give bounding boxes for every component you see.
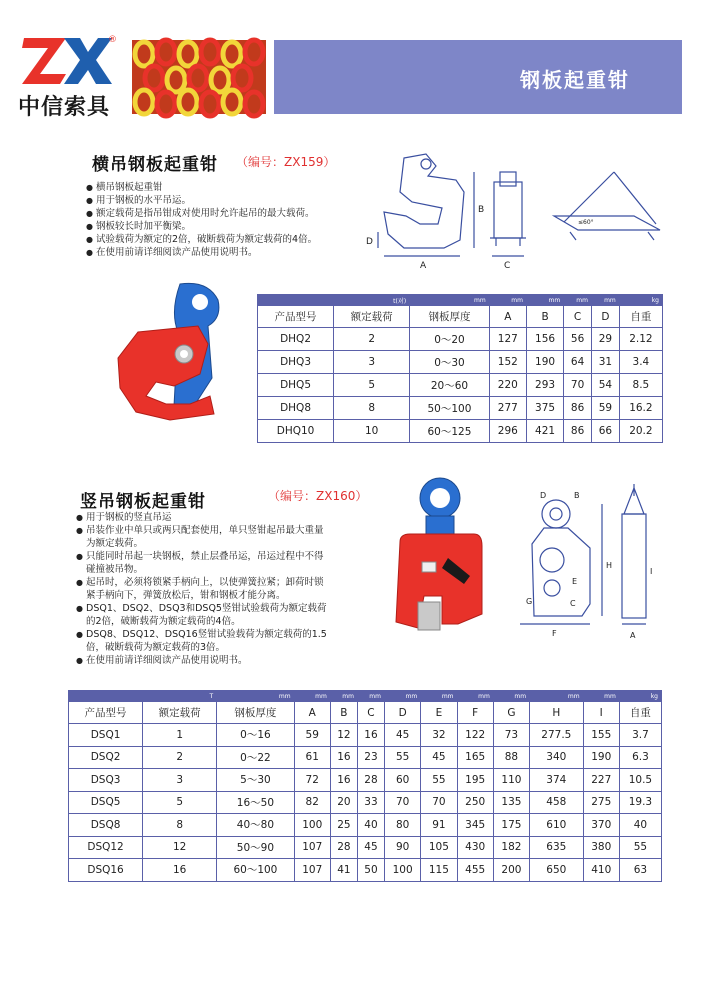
table-header-row-cell: 钢板厚度 [217,702,294,724]
table-row [69,791,662,814]
bullet-item: ● 钢板较长时加平衡梁。 [86,220,376,233]
table-row-cell: 45 [357,836,384,859]
table-row-cell: 0～22 [217,746,294,769]
table-row-cell: 277 [489,397,526,420]
dim-label-g: G [526,597,533,606]
section2-title: 竖吊钢板起重钳 [80,492,206,512]
table-units-row-cell: kg [619,295,662,306]
table-row-cell: 100 [385,859,421,882]
bullet-item: ● 起吊时，必须将锁紧手柄向上，以使弹簧拉紧；卸荷时锁紧手柄向下，弹簧放松后，钳和钢板才能分离。 [76,576,332,602]
table-row [258,397,663,420]
angle-label: ≤60° [578,219,594,226]
table-row [258,351,663,374]
table-row-cell: 45 [421,746,457,769]
table-units-row-cell: mm [493,691,529,702]
table-row-cell: DSQ3 [69,769,143,792]
table-row-cell: 190 [583,746,619,769]
table-row-cell: 220 [489,374,526,397]
bullet-item: ● 试验载荷为额定的2倍，破断载荷为额定载荷的4倍。 [86,233,376,246]
table-row-cell: 135 [493,791,529,814]
table-row-cell: 455 [457,859,493,882]
chain-photo [132,40,266,114]
table-header-row-cell: 额定载荷 [334,306,410,328]
table-row-cell: DHQ10 [258,420,334,443]
dim-label-i: I [650,567,653,576]
table-row-cell: 90 [385,836,421,859]
table-row-cell: 182 [493,836,529,859]
table-row-cell: DHQ2 [258,328,334,351]
table-header-row-cell: 自重 [619,306,662,328]
table-row-cell: 91 [421,814,457,837]
table-header-row-cell: B [330,702,357,724]
table-row-cell: 107 [294,859,330,882]
table-row-cell: 227 [583,769,619,792]
table-row-cell: 66 [591,420,619,443]
table-row-cell: 8 [334,397,410,420]
table-row-cell: 12 [143,836,217,859]
table-header-row-cell: D [385,702,421,724]
table-row-cell: 59 [591,397,619,420]
table-row-cell: 410 [583,859,619,882]
table-row-cell: 0～16 [217,724,294,747]
table-header-row-cell: 额定载荷 [143,702,217,724]
table-row-cell: 2 [334,328,410,351]
table-row-cell: 195 [457,769,493,792]
table-units-row [258,295,663,306]
table-row-cell: 340 [530,746,584,769]
dim-label-d: D [540,491,547,500]
table-row-cell: 40～80 [217,814,294,837]
table-row-cell: 63 [619,859,661,882]
bullet-item: ● DSQ8、DSQ12、DSQ16竖钳试验载荷为额定载荷的1.5倍，破断载荷为额定载荷的3倍。 [76,628,332,654]
table-row-cell: 5～30 [217,769,294,792]
table-row-cell: 20～60 [410,374,489,397]
section1-title: 横吊钢板起重钳 [92,155,218,175]
dim-label-a: A [420,261,427,271]
table-header-row-cell: 自重 [619,702,661,724]
section2-code: （编号：ZX160） [268,489,368,503]
table-units-row-cell: t(对) [334,295,410,306]
table-header-row [258,306,663,328]
table-row-cell: DSQ8 [69,814,143,837]
table-row-cell: 345 [457,814,493,837]
bullet-item: ● 横吊钢板起重钳 [86,181,376,194]
table-row-cell: 5 [334,374,410,397]
table-row-cell: 380 [583,836,619,859]
table-row-cell: 60 [385,769,421,792]
table-row-cell: 40 [619,814,661,837]
table-row-cell: 3.7 [619,724,661,747]
table-row-cell: 70 [421,791,457,814]
table-row-cell: 250 [457,791,493,814]
table-units-row-cell: mm [357,691,384,702]
table-row-cell: 41 [330,859,357,882]
table-row-cell: 155 [583,724,619,747]
section2-bullets [76,511,332,667]
table-row-cell: 293 [526,374,563,397]
table-row-cell: 458 [530,791,584,814]
dim-label-b: B [574,491,580,500]
table-units-row-cell: kg [619,691,661,702]
table-row [258,328,663,351]
registered-mark: ® [108,35,117,45]
table-row-cell: 610 [530,814,584,837]
table-row-cell: 20.2 [619,420,662,443]
table-row-cell: 296 [489,420,526,443]
table-row-cell: 33 [357,791,384,814]
bullet-item: ● 吊装作业中单只或两只配套使用，单只竖钳起吊最大重量为额定载荷。 [76,524,332,550]
table-row-cell: 3 [143,769,217,792]
header-band [274,40,682,114]
table-row-cell: 72 [294,769,330,792]
bullet-item: ● 用于钢板的竖直吊运 [76,511,332,524]
table-row-cell: 82 [294,791,330,814]
bullet-item: ● 只能同时吊起一块钢板，禁止层叠吊运，吊运过程中不得碰撞被吊物。 [76,550,332,576]
table-row-cell: DSQ2 [69,746,143,769]
table-header-row-cell: C [357,702,384,724]
brand-logo [16,32,126,120]
table-row-cell: 277.5 [530,724,584,747]
table-header-row-cell: D [591,306,619,328]
table-units-row-cell: mm [330,691,357,702]
table-row-cell: 55 [385,746,421,769]
table-row-cell: 110 [493,769,529,792]
table-row-cell: 50～100 [410,397,489,420]
table-row-cell: 56 [564,328,592,351]
table-header-row-cell: 产品型号 [258,306,334,328]
dhq-spec-table [257,294,663,443]
dim-label-b: B [478,205,485,215]
bullet-item: ● 额定载荷是指吊钳成对使用时允许起吊的最大载荷。 [86,207,376,220]
horizontal-clamp-drawing [364,152,664,272]
table-row-cell: 650 [530,859,584,882]
table-units-row-cell: mm [489,295,526,306]
table-row-cell: 1 [143,724,217,747]
dim-label-h: H [606,561,613,570]
table-row-cell: 175 [493,814,529,837]
table-header-row-cell: H [530,702,584,724]
table-header-row-cell: 钢板厚度 [410,306,489,328]
table-row-cell: 2.12 [619,328,662,351]
table-row-cell: DSQ5 [69,791,143,814]
table-row-cell: 375 [526,397,563,420]
dim-label-f: F [552,629,557,638]
table-row-cell: 32 [421,724,457,747]
table-units-row-cell: mm [294,691,330,702]
table-row-cell: 190 [526,351,563,374]
table-row-cell: 275 [583,791,619,814]
table-row-cell: DSQ1 [69,724,143,747]
table-row-cell: 421 [526,420,563,443]
table-row-cell: 12 [330,724,357,747]
table-header-row-cell: 产品型号 [69,702,143,724]
table-row-cell: 16.2 [619,397,662,420]
table-header-row-cell: B [526,306,563,328]
dim-label-c: C [570,599,576,608]
bullet-item: ● DSQ1、DSQ2、DSQ3和DSQ5竖钳试验载荷为额定载荷的2倍，破断载荷为额定载荷的4倍。 [76,602,332,628]
table-row-cell: 370 [583,814,619,837]
table-header-row-cell: G [493,702,529,724]
table-row-cell: 0～20 [410,328,489,351]
vertical-clamp-photo [378,476,498,651]
table-units-row-cell: mm [410,295,489,306]
table-header-row-cell: A [489,306,526,328]
table-row-cell: DSQ12 [69,836,143,859]
table-header-row-cell: A [294,702,330,724]
table-row-cell: 122 [457,724,493,747]
table-row-cell: 20 [330,791,357,814]
table-header-row [69,702,662,724]
table-row-cell: DHQ3 [258,351,334,374]
table-row-cell: 80 [385,814,421,837]
table-row-cell: 88 [493,746,529,769]
table-row-cell: DSQ16 [69,859,143,882]
table-row-cell: 635 [530,836,584,859]
table-row [258,374,663,397]
table-row-cell: 0～30 [410,351,489,374]
table-row-cell: 430 [457,836,493,859]
table-row-cell: 19.3 [619,791,661,814]
zx-logo-mark [20,32,116,88]
table-row-cell: 86 [564,420,592,443]
table-units-row-cell: mm [457,691,493,702]
table-units-row-cell: mm [583,691,619,702]
horizontal-clamp-photo [100,278,250,428]
table-row-cell: 73 [493,724,529,747]
table-row-cell: 28 [357,769,384,792]
table-row-cell: 10 [334,420,410,443]
table-row [69,814,662,837]
brand-name: 中信索具 [18,95,111,120]
table-row-cell: 86 [564,397,592,420]
table-row-cell: 152 [489,351,526,374]
table-units-row-cell: mm [217,691,294,702]
table-row-cell: 165 [457,746,493,769]
vertical-clamp-drawing [512,484,672,644]
bullet-item: ● 用于钢板的水平吊运。 [86,194,376,207]
bullet-item: ● 在使用前请详细阅读产品使用说明书。 [86,246,376,259]
table-row-cell: 23 [357,746,384,769]
dim-label-e: E [572,577,578,586]
table-row-cell: 70 [564,374,592,397]
table-row-cell: 45 [385,724,421,747]
table-row-cell: 127 [489,328,526,351]
bullet-item: ● 在使用前请详细阅读产品使用说明书。 [76,654,332,667]
table-row-cell: 107 [294,836,330,859]
table-row-cell: 59 [294,724,330,747]
table-row-cell: 25 [330,814,357,837]
table-row-cell: 10.5 [619,769,661,792]
table-units-row [69,691,662,702]
table-row-cell: 29 [591,328,619,351]
table-row-cell: 5 [143,791,217,814]
table-row-cell: 16 [143,859,217,882]
table-row-cell: 54 [591,374,619,397]
table-row-cell: 50 [357,859,384,882]
table-units-row-cell: mm [564,295,592,306]
dim-label-c: C [504,261,511,271]
table-row-cell: 156 [526,328,563,351]
table-units-row-cell [258,295,334,306]
table-row-cell: 70 [385,791,421,814]
table-row-cell: 6.3 [619,746,661,769]
table-row-cell: 100 [294,814,330,837]
table-row-cell: 55 [421,769,457,792]
page-title: 钢板起重钳 [520,68,630,92]
table-units-row-cell: T [143,691,217,702]
table-row [69,724,662,747]
table-units-row-cell: mm [526,295,563,306]
table-row-cell: 374 [530,769,584,792]
table-row-cell: 40 [357,814,384,837]
table-row-cell: DHQ8 [258,397,334,420]
table-row-cell: 3 [334,351,410,374]
table-row-cell: 60～100 [217,859,294,882]
table-row-cell: 60～125 [410,420,489,443]
table-header-row-cell: F [457,702,493,724]
table-row-cell: 105 [421,836,457,859]
table-row-cell: 8.5 [619,374,662,397]
table-units-row-cell: mm [421,691,457,702]
section1-bullets [86,181,376,259]
table-row-cell: DHQ5 [258,374,334,397]
table-row-cell: 61 [294,746,330,769]
table-row-cell: 55 [619,836,661,859]
table-row [69,769,662,792]
table-row-cell: 16 [330,769,357,792]
table-units-row-cell: mm [530,691,584,702]
dsq-spec-table [68,690,662,882]
table-row-cell: 28 [330,836,357,859]
table-row-cell: 31 [591,351,619,374]
table-header-row-cell: C [564,306,592,328]
table-units-row-cell [69,691,143,702]
table-row [69,859,662,882]
table-row-cell: 115 [421,859,457,882]
table-row [69,836,662,859]
table-units-row-cell: mm [591,295,619,306]
table-row-cell: 3.4 [619,351,662,374]
table-row-cell: 200 [493,859,529,882]
table-row [258,420,663,443]
table-row [69,746,662,769]
dim-label-d: D [366,237,373,247]
dim-label-a: A [630,631,636,640]
table-units-row-cell: mm [385,691,421,702]
table-row-cell: 16 [330,746,357,769]
table-row-cell: 8 [143,814,217,837]
table-header-row-cell: E [421,702,457,724]
table-row-cell: 16～50 [217,791,294,814]
table-row-cell: 50～90 [217,836,294,859]
table-row-cell: 64 [564,351,592,374]
table-header-row-cell: I [583,702,619,724]
table-row-cell: 16 [357,724,384,747]
section1-code: （编号：ZX159） [236,155,336,169]
table-row-cell: 2 [143,746,217,769]
